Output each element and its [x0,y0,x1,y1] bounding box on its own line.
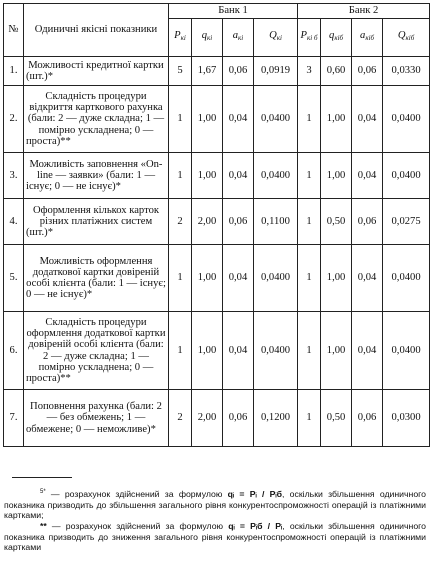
row-value: 0,0275 [383,199,430,245]
footnote-1-text-b: , оскільки збільшення одиничного показника призводить до збільшення загального рівня конкурентоспроможності операцій із платіжними картками; [4,489,426,521]
header-col-7 [383,19,430,57]
header-col-0 [169,19,192,57]
row-value: 0,04 [352,153,383,199]
row-value: 0,04 [352,86,383,153]
row-number: 3. [4,153,24,199]
row-value: 1 [298,245,321,312]
row-value: 0,1200 [254,390,298,447]
row-value: 1,00 [192,312,223,390]
footnote-2 [4,521,426,553]
table-row [4,86,430,153]
table-row [4,57,430,86]
header-col-6 [352,19,383,57]
row-number: 5. [4,245,24,312]
footnote-1 [4,487,426,521]
row-value: 1,00 [192,86,223,153]
header-indicators: Одиничні якісні показники [24,4,169,57]
footnote-2-text-b: , оскільки збільшення одиничного показника призводить до зниження загального рівня конкурентоспроможності операцій із платіжними картками [4,521,426,553]
header-col-1 [192,19,223,57]
row-value: 0,0400 [383,153,430,199]
row-indicator-text: Можливість оформлення додаткової картки довіреній особі клієнта (бали: 1 — існує; 0 — не існує)* [24,245,169,312]
row-value: 1 [169,153,192,199]
footnote-1-formula: qᵢ = Pᵢ / Pᵢб [227,489,283,499]
header-col-symbol: P [300,30,308,42]
footnote-2-formula: qᵢ = Pᵢб / Pᵢ [228,521,283,531]
row-value: 5 [169,57,192,86]
row-value: 0,04 [352,312,383,390]
header-col-symbol: Q [397,30,406,42]
header-bank1: Банк 1 [169,4,298,19]
row-value: 1,00 [192,153,223,199]
row-value: 0,60 [321,57,352,86]
row-indicator-text: Можливість заповнення «On-line — заявки» (бали: 1 — існує; 0 — не існує)* [24,153,169,199]
header-col-4 [298,19,321,57]
row-value: 0,04 [223,245,254,312]
header-col-subscript: кіб [365,34,375,43]
table-row [4,390,430,447]
header-col-symbol: P [174,30,181,42]
row-value: 0,06 [223,57,254,86]
header-col-5 [321,19,352,57]
row-value: 1 [298,153,321,199]
header-col-subscript: кіб [334,34,344,43]
row-value: 3 [298,57,321,86]
header-col-subscript: кі [238,34,244,43]
footnote-1-mark: 5* [40,489,46,495]
header-col-symbol: q [329,30,335,42]
row-value: 0,06 [352,390,383,447]
row-number: 2. [4,86,24,153]
header-col-symbol: Q [269,30,277,42]
row-value: 1,00 [321,153,352,199]
row-value: 0,50 [321,199,352,245]
row-value: 0,06 [352,57,383,86]
row-value: 2,00 [192,199,223,245]
row-value: 1,00 [321,245,352,312]
footnote-2-mark: ** [40,521,47,531]
header-col-symbol: a [232,30,239,42]
row-number: 6. [4,312,24,390]
row-value: 0,0330 [383,57,430,86]
table-body [4,57,430,447]
row-value: 0,0919 [254,57,298,86]
header-col-symbol: a [360,30,366,42]
row-value: 0,0400 [254,153,298,199]
row-number: 4. [4,199,24,245]
row-value: 0,06 [223,199,254,245]
header-col-subscript: кі [207,34,213,43]
row-value: 2 [169,199,192,245]
indicators-table [3,3,430,447]
row-value: 0,50 [321,390,352,447]
row-number: 1. [4,57,24,86]
row-value: 1 [169,312,192,390]
row-value: 2 [169,390,192,447]
row-value: 0,04 [352,245,383,312]
header-col-subscript: кі б [307,34,318,43]
row-value: 0,0400 [254,86,298,153]
row-value: 1,00 [192,245,223,312]
header-col-subscript: кіб [405,34,415,43]
header-col-2 [223,19,254,57]
header-col-subscript: кі [180,34,186,43]
row-value: 0,0400 [254,312,298,390]
row-value: 1,00 [321,312,352,390]
row-value: 1 [298,86,321,153]
table-row [4,153,430,199]
row-indicator-text: Оформлення кількох карток різних платіжних систем (шт.)* [24,199,169,245]
header-col-subscript: кі [276,34,282,43]
row-value: 1 [169,86,192,153]
row-value: 0,06 [223,390,254,447]
table-row [4,199,430,245]
row-value: 0,0400 [383,245,430,312]
row-indicator-text: Складність процедури оформлення додаткової картки довіреній особі клієнта (бали: 2 — дуже складна; 1 — помірно ускладнена; 0 — проста)** [24,312,169,390]
row-value: 1 [298,390,321,447]
row-value: 1 [298,199,321,245]
row-value: 1,00 [321,86,352,153]
footnote-rule [12,477,72,478]
row-value: 2,00 [192,390,223,447]
header-col-3 [254,19,298,57]
table-row [4,245,430,312]
row-value: 0,06 [352,199,383,245]
row-value: 0,04 [223,312,254,390]
header-col-symbol: q [201,30,208,42]
row-indicator-text: Складність процедури відкриття карткового рахунка (бали: 2 — дуже складна; 1 — помірно ускладнена; 0 — проста)** [24,86,169,153]
row-value: 1,67 [192,57,223,86]
row-value: 0,04 [223,153,254,199]
footnote-1-text-a: — розрахунок здійснений за формулою [45,489,228,499]
row-indicator-text: Можливості кредитної картки (шт.)* [24,57,169,86]
row-indicator-text: Поповнення рахунка (бали: 2 — без обмежень; 1 — обмежене; 0 — неможливе)* [24,390,169,447]
header-row-top [4,4,430,19]
row-value: 0,0300 [383,390,430,447]
header-bank2: Банк 2 [298,4,430,19]
row-value: 0,1100 [254,199,298,245]
header-num: № [4,4,24,57]
row-value: 0,0400 [383,312,430,390]
row-value: 1 [169,245,192,312]
row-value: 0,04 [223,86,254,153]
row-number: 7. [4,390,24,447]
row-value: 0,0400 [383,86,430,153]
row-value: 0,0400 [254,245,298,312]
row-value: 1 [298,312,321,390]
footnote-2-text-a: — розрахунок здійснений за формулою [46,521,229,531]
table-row [4,312,430,390]
